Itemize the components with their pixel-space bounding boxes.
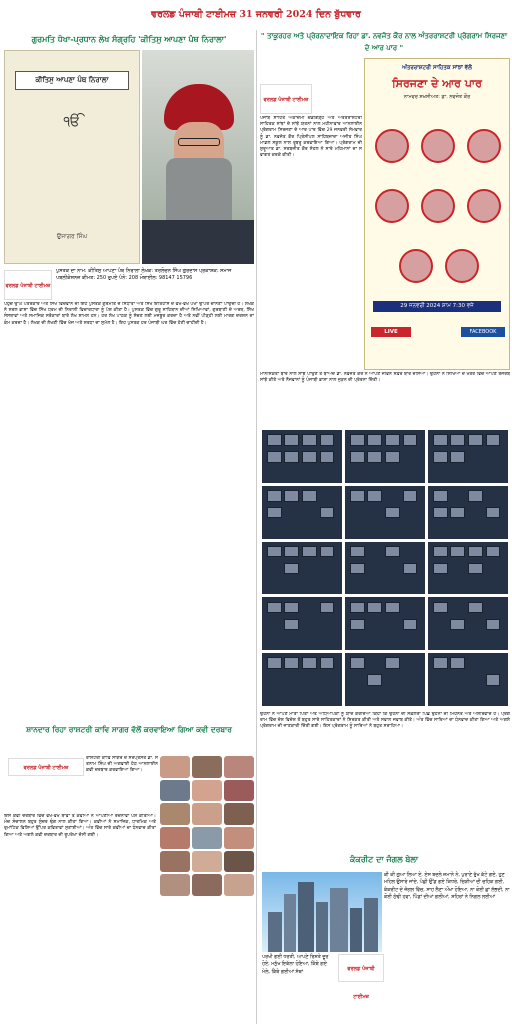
- left-story-headline: ਗੁਰਮਤਿ ਧੋਖਾ-ਪ੍ਰਧਾਨ ਲੇਖ ਸੰਗ੍ਰਹਿ 'ਕੀਤਿਸੁ ਆਪਣਾ ਪੰਥ ਨਿਰਾਲਾ': [31, 35, 227, 44]
- screenshot-tile: [262, 597, 342, 650]
- building-shape: [268, 912, 282, 952]
- screenshot-tile: [345, 542, 425, 595]
- event-poster: [364, 58, 510, 370]
- poet-photo: [224, 851, 254, 873]
- right-story-body-bottom: ਉਹਨਾਂ ਨੇ ਆਪਣੇ ਮਾਤਾ ਪਿਤਾ ਅਤੇ ਅਧਿਆਪਕਾਂ ਨੂੰ ਯਾਦ ਕਰਦਿਆਂ ਕਿਹਾ ਕਿ ਉਹਨਾਂ ਦੀ ਸਫ਼ਲਤਾ ਪਿੱਛੇ ਉਹਨਾਂ ਦੀ ਮਿਹਨਤ ਅਤੇ ਅਸ਼ੀਰਵਾਦ ਹੈ। ਪ੍ਰੋਗਰਾਮ ਵਿੱਚ ਦੇਸ਼ ਵਿਦੇਸ਼ ਤੋਂ ਬਹੁਤ ਸਾਰੇ ਸਾਹਿਤਕਾਰਾਂ ਨੇ ਸ਼ਿਰਕਤ ਕੀਤੀ ਅਤੇ ਸਵਾਲ ਜਵਾਬ ਕੀਤੇ। ਅੰਤ ਵਿੱਚ ਸਾਰਿਆਂ ਦਾ ਧੰਨਵਾਦ ਕੀਤਾ ਗਿਆ ਅਤੇ ਅਗਲੇ ਪ੍ਰੋਗਰਾਮ ਦੀ ਜਾਣਕਾਰੀ ਦਿੱਤੀ ਗਈ। ਇਸ ਪ੍ਰੋਗਰਾਮ ਨੂੰ ਸਾਰਿਆਂ ਨੇ ਬਹੁਤ ਸਰਾਹਿਆ।: [260, 712, 510, 730]
- ik-onkar-icon: ੴ: [63, 114, 81, 130]
- poet-photo: [192, 756, 222, 778]
- kavi-darbar-body: ਇਸ ਕਵੀ ਦਰਬਾਰ ਵਿੱਚ ਵੱਖ-ਵੱਖ ਥਾਵਾਂ ਤੋਂ ਕਵੀਆਂ ਨੇ ਆਪਣੀਆਂ ਰਚਨਾਵਾਂ ਪੇਸ਼ ਕੀਤੀਆਂ। ਮੰਚ ਸੰਚਾਲਨ ਬਹੁਤ ਸੁੰਦਰ ਢੰਗ ਨਾਲ ਕੀਤਾ ਗਿਆ। ਕਵੀਆਂ ਨੇ ਸਮਾਜਿਕ, ਧਾਰਮਿਕ ਅਤੇ ਰੁਮਾਂਟਿਕ ਵਿਸ਼ਿਆਂ ਉੱਪਰ ਕਵਿਤਾਵਾਂ ਸੁਣਾਈਆਂ। ਅੰਤ ਵਿੱਚ ਸਾਰੇ ਕਵੀਆਂ ਦਾ ਧੰਨਵਾਦ ਕੀਤਾ ਗਿਆ ਅਤੇ ਅਗਲੇ ਕਵੀ ਦਰਬਾਰ ਦੀ ਰੂਪਰੇਖਾ ਦੱਸੀ ਗਈ।: [4, 814, 156, 838]
- book-cover-author: ਉਜਾਗਰ ਸਿੰਘ: [56, 233, 88, 240]
- screenshot-tile: [262, 542, 342, 595]
- poet-photo: [224, 827, 254, 849]
- speaker-photo: [399, 249, 433, 283]
- shirt-shape: [142, 220, 254, 264]
- poet-photo: [192, 874, 222, 896]
- screenshot-tile: [428, 542, 508, 595]
- screenshot-tile: [262, 653, 342, 706]
- building-shape: [364, 898, 378, 952]
- city-skyline-image: [262, 872, 382, 952]
- glasses-shape: [178, 138, 220, 146]
- building-shape: [350, 908, 362, 952]
- poet-photo: [192, 780, 222, 802]
- poster-subtitle: ਨਾਮਵਰ ਸ਼ਖ਼ਸੀਅਤ: ਡਾ. ਨਵਜੋਤ ਕੌਰ: [403, 94, 471, 100]
- right-story-headline: " ਤਾਕੂਰਹਰ ਅਤੇ ਪ੍ਰੇਰਨਾਦਾਇਕ ਰਿਹਾ ਡਾ. ਨਵਜੋਤ ਕੌਰ ਨਾਲ ਅੰਤਰਰਾਸ਼ਟਰੀ ਪ੍ਰੋਗਰਾਮ ਸਿਰਜਣਾ ਦੇ ਆਰ ਪਾਰ ": [260, 32, 508, 52]
- screenshot-tile: [262, 486, 342, 539]
- screenshot-tile: [262, 430, 342, 483]
- book-cover-title: ਕੀਤਿਸੁ ਆਪਣਾ ਪੰਥ ਨਿਰਾਲਾ: [15, 71, 129, 90]
- screenshot-tile: [345, 430, 425, 483]
- poet-photo: [224, 874, 254, 896]
- poet-photo: [160, 803, 190, 825]
- newspaper-logo: ਵਰਲਡ ਪੰਜਾਬੀ ਟਾਈਮਜ਼: [8, 758, 84, 776]
- screenshot-tile: [345, 597, 425, 650]
- poet-photo: [160, 851, 190, 873]
- poet-photo: [192, 827, 222, 849]
- speaker-photo: [421, 189, 455, 223]
- speaker-photo: [375, 189, 409, 223]
- poet-photo: [192, 803, 222, 825]
- book-cover: [4, 50, 140, 264]
- poster-organizer: ਅੰਤਰਰਾਸ਼ਟਰੀ ਸਾਹਿਤਕ ਸਾਂਝਾਂ ਵੱਲੋਂ: [402, 65, 472, 71]
- poet-photo: [160, 827, 190, 849]
- right-story-intro: ਪੰਜਾਬ ਸਾਹਿਤ ਅਕਾਦਮੀ ਚੰਡੀਗੜ੍ਹ ਅਤੇ ਅੰਤਰਰਾਸ਼ਟਰੀ ਸਾਹਿਤਕ ਸਾਂਝਾਂ ਦੇ ਸਾਂਝੇ ਯਤਨਾਂ ਨਾਲ ਮਹੀਨਾਵਾਰ ਆਨਲਾਈਨ ਪ੍ਰੋਗਰਾਮ ਸਿਰਜਣਾ ਦੇ ਆਰ ਪਾਰ ਵਿੱਚ 29 ਜਨਵਰੀ ਸੋਮਵਾਰ ਨੂੰ ਡਾ. ਨਵਜੋਤ ਕੌਰ ਪ੍ਰਿੰਸੀਪਲ ਸਾਹਿਬਜ਼ਾਦਾ ਅਜੀਤ ਸਿੰਘ ਮਾਡਲ ਸਕੂਲ ਨਾਲ ਰੂਬਰੂ ਕਰਵਾਇਆ ਗਿਆ। ਪ੍ਰੋਗਰਾਮ ਦੀ ਸ਼ੁਰੂਆਤ ਡਾ. ਸਰਬਜੀਤ ਕੌਰ ਸੋਹਲ ਨੇ ਸਾਰੇ ਮਹਿਮਾਨਾਂ ਦਾ ਸਵਾਗਤ ਕਰਕੇ ਕੀਤੀ।: [260, 116, 362, 159]
- screenshot-tile: [345, 653, 425, 706]
- screenshot-tile: [428, 653, 508, 706]
- left-story-body: ਪਹੁੰਚ ਉੱਘੇ ਪੱਤਰਕਾਰ ਅਤੇ ਸਿੱਖ ਵਿਦਵਾਨ ਦੀ ਇਹ ਪੁਸਤਕ ਗੁਰਮਤਿ ਦੇ ਸਿਧਾਂਤਾਂ ਅਤੇ ਸਿੱਖ ਇਤਿਹਾਸ ਦੇ ਵੱਖ-ਵੱਖ ਪੱਖਾਂ ਉੱਪਰ ਚਾਨਣਾ ਪਾਉਂਦੀ ਹੈ। ਲੇਖਕ ਨੇ ਸਰਲ ਭਾਸ਼ਾ ਵਿੱਚ ਸਿੱਖ ਧਰਮ ਦੀ ਨਿਰਾਲੀ ਵਿਚਾਰਧਾਰਾ ਨੂੰ ਪੇਸ਼ ਕੀਤਾ ਹੈ। ਪੁਸਤਕ ਵਿੱਚ ਗੁਰੂ ਸਾਹਿਬਾਨ ਦੀਆਂ ਸਿਖਿਆਵਾਂ, ਗੁਰਬਾਣੀ ਦੇ ਅਰਥ, ਸਿੱਖ ਸੰਸਥਾਵਾਂ ਅਤੇ ਸਮਾਜਿਕ ਸਰੋਕਾਰਾਂ ਬਾਰੇ ਲੇਖ ਸ਼ਾਮਲ ਹਨ। ਹਰ ਲੇਖ ਪਾਠਕ ਨੂੰ ਸੋਚਣ ਲਈ ਮਜਬੂਰ ਕਰਦਾ ਹੈ ਅਤੇ ਨਵੀਂ ਪੀੜ੍ਹੀ ਲਈ ਮਾਰਗ ਦਰਸ਼ਨ ਦਾ ਕੰਮ ਕਰਦਾ ਹੈ। ਲੇਖਕ ਦੀ ਲੇਖਣੀ ਵਿੱਚ ਖੋਜ ਅਤੇ ਸ਼ਰਧਾ ਦਾ ਸੁਮੇਲ ਹੈ। ਇਹ ਪੁਸਤਕ ਹਰ ਪੰਜਾਬੀ ਘਰ ਵਿੱਚ ਹੋਣੀ ਚਾਹੀਦੀ ਹੈ।: [4, 302, 254, 326]
- right-story-body-top: ਮਾਨਸਿਕਤਾ ਬਾਰੇ ਨਾਲ ਸਾਂਝ ਪਾਉਣ ਤੋਂ ਬਾਅਦ ਡਾ. ਨਵਜੋਤ ਕੌਰ ਨੇ ਆਪਣੇ ਜੀਵਨ ਸਫ਼ਰ ਬਾਰੇ ਦੱਸਿਆ। ਉਹਨਾਂ ਨੇ ਸਿੱਖਿਆ ਦੇ ਖੇਤਰ ਵਿੱਚ ਆਪਣੇ ਤਜਰਬੇ ਸਾਂਝੇ ਕੀਤੇ ਅਤੇ ਨੌਜਵਾਨਾਂ ਨੂੰ ਪੰਜਾਬੀ ਭਾਸ਼ਾ ਨਾਲ ਜੁੜਨ ਦੀ ਪ੍ਰੇਰਨਾ ਦਿੱਤੀ।: [260, 372, 510, 384]
- poet-photo: [224, 803, 254, 825]
- building-shape: [298, 882, 314, 952]
- speaker-photo: [421, 129, 455, 163]
- poet-photo: [192, 851, 222, 873]
- masthead: ਵਰਲਡ ਪੰਜਾਬੀ ਟਾਈਮਜ਼ 31 ਜਨਵਰੀ 2024 ਦਿਨ ਬੁੱਧਵਾਰ: [151, 9, 361, 20]
- poet-photo-grid: [160, 756, 254, 896]
- poet-photo: [224, 756, 254, 778]
- poem-headline: ਕੰਕਰੀਟ ਦਾ ਜੰਗਲ ਬੇਲਾ: [349, 855, 419, 864]
- author-portrait: [142, 50, 254, 264]
- poem-text-right: ਕੀ ਕੀ ਗੁਆ ਲਿਆ ਏ, ਏਸ ਬਦਲੇ ਜ਼ਮਾਨੇ ਨੇ, ਪੁਰਾਣੇ ਰੁੱਖ ਕੱਟੇ ਗਏ, ਹੁਣ ਮਹਿਲ ਉਸਾਰੇ ਜਾਂਦੇ, ਪੰਛੀ ਉੱਡ ਗਏ ਕਿਧਰੇ, ਚਿੜੀਆਂ ਦੀ ਚਹਿਕ ਗਈ, ਕੰਕਰੀਟ ਦੇ ਜੰਗਲ ਵਿੱਚ, ਸਾਹ ਲੈਣਾ ਔਖਾ ਹੋਇਆ, ਨਾ ਕੋਈ ਛਾਂ ਲੱਭਦੀ, ਨਾ ਕੋਈ ਠੰਢੀ ਹਵਾ, ਪਿੰਡਾਂ ਦੀਆਂ ਗਲੀਆਂ, ਸ਼ਹਿਰਾਂ ਨੇ ਨਿਗਲ ਲਈਆਂ: [384, 873, 510, 901]
- newspaper-logo: ਵਰਲਡ ਪੰਜਾਬੀ ਟਾਈਮਜ਼: [260, 84, 312, 114]
- screenshot-tile: [428, 597, 508, 650]
- speaker-photo: [375, 129, 409, 163]
- book-details: ਪੁਸਤਕ ਦਾ ਨਾਮ: ਕੀਤਿਸੁ ਆਪਣਾ ਪੰਥ ਨਿਰਾਲਾ ਲੇਖਕ: ਤਰਲੋਚਨ ਸਿੰਘ ਗੁਰਦਾਸ ਪ੍ਰਕਾਸ਼ਕ: ਸਮਾਜ ਪਬਲੀਕੇਸ਼ਨਜ਼ ਕੀਮਤ: 250 ਰੁਪਏ ਪੰਨੇ: 208 ਮੋਬਾਈਲ: 98147 15796: [56, 268, 232, 281]
- poet-photo: [224, 780, 254, 802]
- building-shape: [316, 902, 328, 952]
- live-badge: LIVE: [371, 327, 411, 337]
- poem-text-left: ਪਰਖੀ ਗਈ ਧਰਤੀ, ਆਪਣੇ ਰਿਸ਼ਤੇ ਦੂਰ ਹੋਏ, ਮਨੁੱਖ ਇਕੱਲਾ ਹੋਇਆ, ਕਿੱਥੇ ਗਏ ਮੇਲੇ, ਕਿੱਥੇ ਗਈਆਂ ਸੱਥਾਂ: [262, 955, 329, 975]
- screenshot-tile: [428, 486, 508, 539]
- poster-title: ਸਿਰਜਣਾ ਦੇ ਆਰ ਪਾਰ: [392, 77, 482, 90]
- poet-photo: [160, 780, 190, 802]
- newspaper-logo: ਵਰਲਡ ਪੰਜਾਬੀ ਟਾਈਮਜ਼: [4, 270, 52, 300]
- video-call-screenshots: [262, 430, 508, 706]
- speaker-photo: [445, 249, 479, 283]
- speaker-photo: [467, 129, 501, 163]
- building-shape: [284, 894, 296, 952]
- column-divider: [256, 30, 257, 1024]
- poet-photo: [160, 756, 190, 778]
- screenshot-tile: [428, 430, 508, 483]
- building-shape: [330, 888, 348, 952]
- poet-photo: [160, 874, 190, 896]
- poster-date: 29 ਜਨਵਰੀ 2024 ਸ਼ਾਮ 7:30 ਵਜੇ: [373, 301, 501, 312]
- kavi-darbar-intro: ਰਾਸ਼ਟਰੀ ਕਾਵਿ ਸਾਗਰ ਦੇ ਸਰਪ੍ਰਸਤ ਡਾ. ਸਤਨਾਮ ਸਿੰਘ ਦੀ ਅਗਵਾਈ ਹੇਠ ਆਨਲਾਈਨ ਕਵੀ ਦਰਬਾਰ ਕਰਵਾਇਆ ਗਿਆ।: [86, 756, 158, 774]
- speaker-photo: [467, 189, 501, 223]
- screenshot-tile: [345, 486, 425, 539]
- facebook-badge: FACEBOOK: [461, 327, 505, 337]
- kavi-darbar-headline: ਸ਼ਾਨਦਾਰ ਰਿਹਾ ਰਾਸ਼ਟਰੀ ਕਾਵਿ ਸਾਗਰ ਵੱਲੋਂ ਕਰਵਾਇਆ ਗਿਆ ਕਵੀ ਦਰਬਾਰ: [26, 725, 232, 734]
- newspaper-logo: ਵਰਲਡ ਪੰਜਾਬੀ ਟਾਈਮਜ਼: [338, 954, 384, 982]
